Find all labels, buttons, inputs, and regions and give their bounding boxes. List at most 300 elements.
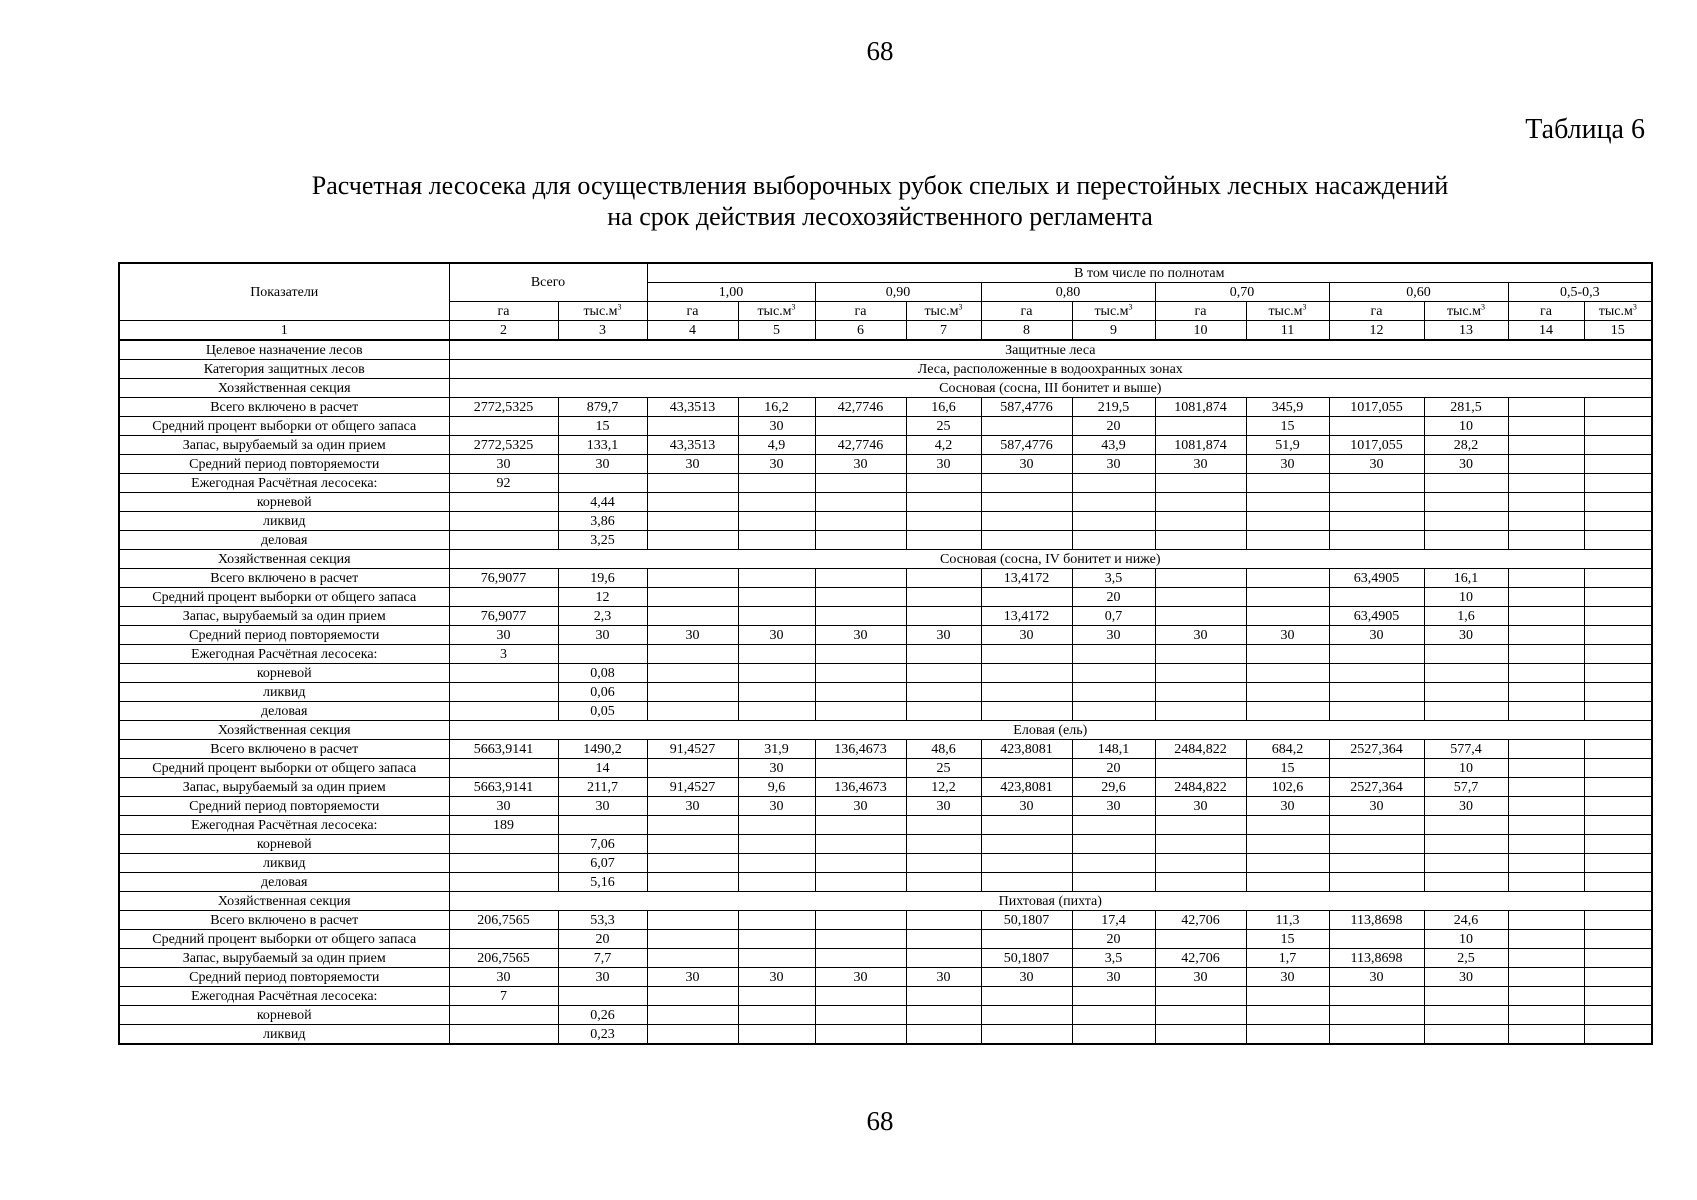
table-cell — [1584, 873, 1652, 892]
table-cell: 113,8698 — [1329, 911, 1424, 930]
unit-m3-superscript: 3 — [958, 301, 963, 311]
table-cell — [647, 702, 738, 721]
table-cell: 30 — [1329, 797, 1424, 816]
section-value: Сосновая (сосна, IV бонитет и ниже) — [449, 550, 1652, 569]
table-cell — [738, 531, 815, 550]
table-cell: 30 — [1072, 455, 1155, 474]
table-cell: 7 — [449, 987, 558, 1006]
table-cell: 30 — [1424, 626, 1508, 645]
table-cell: 30 — [1072, 968, 1155, 987]
table-cell — [981, 930, 1072, 949]
table-cell — [1155, 512, 1246, 531]
table-cell: 30 — [558, 968, 647, 987]
unit-m3-text: тыс.м — [757, 303, 792, 319]
table-cell: 20 — [1072, 930, 1155, 949]
table-cell — [449, 493, 558, 512]
column-number: 12 — [1329, 321, 1424, 341]
row-label: Всего включено в расчет — [119, 911, 449, 930]
table-cell: 30 — [1155, 968, 1246, 987]
table-cell — [1329, 645, 1424, 664]
table-cell — [1246, 816, 1329, 835]
table-cell — [738, 493, 815, 512]
table-cell — [449, 930, 558, 949]
table-cell: 20 — [1072, 759, 1155, 778]
table-cell: 0,05 — [558, 702, 647, 721]
unit-ha: га — [1329, 302, 1424, 321]
table-cell — [647, 645, 738, 664]
table-cell: 42,7746 — [815, 398, 906, 417]
table-cell — [647, 835, 738, 854]
table-cell — [1072, 1025, 1155, 1045]
table-cell — [647, 1025, 738, 1045]
unit-m3-text: тыс.м — [924, 303, 959, 319]
row-label: корневой — [119, 1006, 449, 1025]
table-cell: 30 — [1072, 797, 1155, 816]
table-cell — [906, 930, 981, 949]
header-indicators: Показатели — [119, 263, 449, 321]
table-cell — [1329, 1025, 1424, 1045]
table-cell — [906, 664, 981, 683]
table-cell — [981, 702, 1072, 721]
unit-m3-superscript: 3 — [617, 301, 622, 311]
table-cell — [1155, 531, 1246, 550]
table-cell — [1072, 531, 1155, 550]
table-cell — [1584, 569, 1652, 588]
table-cell: 211,7 — [558, 778, 647, 797]
row-label: Категория защитных лесов — [119, 360, 449, 379]
column-number: 3 — [558, 321, 647, 341]
row-label: корневой — [119, 493, 449, 512]
table-cell — [815, 854, 906, 873]
table-cell — [1508, 569, 1584, 588]
table-cell — [1329, 835, 1424, 854]
table-cell: 11,3 — [1246, 911, 1329, 930]
table-cell — [981, 417, 1072, 436]
table-cell — [449, 835, 558, 854]
table-cell — [1508, 455, 1584, 474]
table-cell — [1424, 664, 1508, 683]
table-row — [119, 626, 1652, 645]
table-cell: 63,4905 — [1329, 569, 1424, 588]
header-density: 0,80 — [981, 283, 1155, 302]
table-cell: 1081,874 — [1155, 398, 1246, 417]
unit-m3-text: тыс.м — [1268, 303, 1303, 319]
table-cell — [449, 664, 558, 683]
table-cell — [1508, 740, 1584, 759]
table-cell: 15 — [1246, 930, 1329, 949]
table-cell — [1246, 607, 1329, 626]
table-cell — [981, 873, 1072, 892]
table-cell — [981, 835, 1072, 854]
table-cell — [1072, 987, 1155, 1006]
row-label: ликвид — [119, 1025, 449, 1045]
table-cell: 1490,2 — [558, 740, 647, 759]
table-cell: 15 — [558, 417, 647, 436]
table-cell: 30 — [1329, 455, 1424, 474]
table-row — [119, 968, 1652, 987]
table-cell: 7,06 — [558, 835, 647, 854]
table-cell — [647, 911, 738, 930]
table-cell: 30 — [647, 626, 738, 645]
table-cell — [815, 1006, 906, 1025]
table-cell — [1329, 930, 1424, 949]
table-cell — [738, 1006, 815, 1025]
table-cell: 42,706 — [1155, 911, 1246, 930]
table-cell — [981, 759, 1072, 778]
table-cell: 30 — [906, 968, 981, 987]
unit-thousand-m3 — [1584, 302, 1652, 321]
cutting-area-table — [118, 262, 1653, 1045]
table-cell — [1155, 569, 1246, 588]
table-cell — [1508, 607, 1584, 626]
table-cell — [1246, 1025, 1329, 1045]
table-cell: 20 — [1072, 417, 1155, 436]
column-number: 9 — [1072, 321, 1155, 341]
table-row — [119, 797, 1652, 816]
table-row — [119, 436, 1652, 455]
table-cell — [1508, 1006, 1584, 1025]
table-cell — [1329, 1006, 1424, 1025]
table-cell — [738, 949, 815, 968]
table-cell — [981, 645, 1072, 664]
table-cell: 12,2 — [906, 778, 981, 797]
table-cell — [815, 930, 906, 949]
table-cell: 30 — [738, 455, 815, 474]
table-row — [119, 740, 1652, 759]
table-cell — [1424, 854, 1508, 873]
table-cell — [1155, 474, 1246, 493]
table-cell — [1508, 493, 1584, 512]
table-cell — [1246, 702, 1329, 721]
table-cell — [1072, 493, 1155, 512]
table-cell: 1,7 — [1246, 949, 1329, 968]
table-cell: 30 — [738, 417, 815, 436]
table-row — [119, 987, 1652, 1006]
unit-m3-superscript: 3 — [1632, 301, 1637, 311]
table-cell — [738, 702, 815, 721]
table-cell — [449, 683, 558, 702]
table-row — [119, 949, 1652, 968]
table-row — [119, 398, 1652, 417]
table-cell — [1246, 512, 1329, 531]
table-row — [119, 702, 1652, 721]
table-cell — [1508, 512, 1584, 531]
table-cell — [1424, 816, 1508, 835]
table-cell: 0,06 — [558, 683, 647, 702]
table-cell — [815, 569, 906, 588]
table-cell: 577,4 — [1424, 740, 1508, 759]
table-cell: 30 — [906, 455, 981, 474]
table-row — [119, 1025, 1652, 1045]
table-cell — [1072, 1006, 1155, 1025]
table-cell — [815, 949, 906, 968]
row-label: Хозяйственная секция — [119, 892, 449, 911]
table-cell — [1508, 588, 1584, 607]
table-cell — [1155, 664, 1246, 683]
table-cell — [981, 588, 1072, 607]
table-cell: 91,4527 — [647, 740, 738, 759]
row-label: деловая — [119, 531, 449, 550]
unit-m3-superscript: 3 — [1128, 301, 1133, 311]
row-label: корневой — [119, 835, 449, 854]
table-cell: 24,6 — [1424, 911, 1508, 930]
table-cell — [1584, 949, 1652, 968]
table-cell — [981, 683, 1072, 702]
table-cell — [449, 417, 558, 436]
table-cell — [1584, 683, 1652, 702]
table-cell: 30 — [906, 626, 981, 645]
table-cell: 30 — [981, 797, 1072, 816]
table-cell: 3,25 — [558, 531, 647, 550]
table-cell — [1329, 512, 1424, 531]
table-cell — [738, 911, 815, 930]
table-cell — [1072, 854, 1155, 873]
table-cell — [1584, 474, 1652, 493]
table-row — [119, 778, 1652, 797]
table-cell — [1246, 474, 1329, 493]
table-cell — [1584, 588, 1652, 607]
table-cell — [1155, 816, 1246, 835]
table-cell — [1584, 417, 1652, 436]
table-cell — [1584, 398, 1652, 417]
table-cell: 20 — [558, 930, 647, 949]
table-cell: 2484,822 — [1155, 778, 1246, 797]
table-cell — [815, 816, 906, 835]
table-cell — [1508, 816, 1584, 835]
table-cell: 1,6 — [1424, 607, 1508, 626]
table-cell — [738, 873, 815, 892]
table-cell: 102,6 — [1246, 778, 1329, 797]
table-cell — [815, 645, 906, 664]
table-cell — [906, 816, 981, 835]
table-cell — [1246, 835, 1329, 854]
table-cell — [647, 588, 738, 607]
table-cell: 587,4776 — [981, 398, 1072, 417]
table-cell: 30 — [738, 759, 815, 778]
table-cell — [1508, 968, 1584, 987]
table-cell — [906, 569, 981, 588]
row-label: Целевое назначение лесов — [119, 340, 449, 360]
table-cell — [1584, 778, 1652, 797]
table-cell — [906, 987, 981, 1006]
table-cell — [1584, 436, 1652, 455]
table-cell — [449, 702, 558, 721]
column-number: 1 — [119, 321, 449, 341]
table-cell — [1246, 645, 1329, 664]
table-cell: 20 — [1072, 588, 1155, 607]
table-cell — [815, 607, 906, 626]
table-cell: 50,1807 — [981, 911, 1072, 930]
table-cell: 10 — [1424, 759, 1508, 778]
table-cell — [1155, 835, 1246, 854]
table-cell: 50,1807 — [981, 949, 1072, 968]
header-total: Всего — [449, 263, 647, 302]
table-cell — [906, 493, 981, 512]
table-cell — [1584, 702, 1652, 721]
table-cell — [981, 474, 1072, 493]
table-cell: 25 — [906, 759, 981, 778]
table-cell — [906, 645, 981, 664]
table-cell — [1584, 968, 1652, 987]
table-cell: 2527,364 — [1329, 778, 1424, 797]
unit-m3-superscript: 3 — [791, 301, 796, 311]
table-cell: 31,9 — [738, 740, 815, 759]
table-cell — [815, 911, 906, 930]
table-cell: 28,2 — [1424, 436, 1508, 455]
row-label: деловая — [119, 702, 449, 721]
row-label: Всего включено в расчет — [119, 569, 449, 588]
table-cell: 30 — [906, 797, 981, 816]
table-cell — [981, 1025, 1072, 1045]
table-cell — [1155, 930, 1246, 949]
table-cell — [1155, 873, 1246, 892]
unit-m3-superscript: 3 — [1481, 301, 1486, 311]
table-cell — [558, 474, 647, 493]
header-density: 0,60 — [1329, 283, 1508, 302]
table-cell: 16,6 — [906, 398, 981, 417]
table-cell — [1508, 911, 1584, 930]
table-row — [119, 569, 1652, 588]
table-cell: 30 — [647, 797, 738, 816]
table-cell — [558, 645, 647, 664]
table-cell — [1584, 854, 1652, 873]
table-cell — [647, 930, 738, 949]
table-cell — [558, 987, 647, 1006]
table-cell: 30 — [558, 455, 647, 474]
table-cell: 12 — [558, 588, 647, 607]
table-cell: 0,23 — [558, 1025, 647, 1045]
table-cell: 1081,874 — [1155, 436, 1246, 455]
table-cell: 281,5 — [1424, 398, 1508, 417]
table-row — [119, 930, 1652, 949]
unit-ha: га — [1508, 302, 1584, 321]
column-number: 15 — [1584, 321, 1652, 341]
table-row — [119, 645, 1652, 664]
table-cell — [906, 588, 981, 607]
table-cell — [738, 512, 815, 531]
table-cell — [1072, 835, 1155, 854]
table-cell — [738, 816, 815, 835]
table-row — [119, 854, 1652, 873]
table-cell: 43,3513 — [647, 398, 738, 417]
column-number: 6 — [815, 321, 906, 341]
table-cell: 63,4905 — [1329, 607, 1424, 626]
table-cell — [1072, 683, 1155, 702]
table-cell — [1072, 816, 1155, 835]
unit-thousand-m3 — [738, 302, 815, 321]
table-cell: 30 — [1424, 455, 1508, 474]
column-number: 4 — [647, 321, 738, 341]
table-cell — [1246, 987, 1329, 1006]
table-cell: 879,7 — [558, 398, 647, 417]
section-value: Еловая (ель) — [449, 721, 1652, 740]
table-cell — [1424, 512, 1508, 531]
table-cell — [558, 816, 647, 835]
table-cell — [1246, 493, 1329, 512]
table-cell — [738, 854, 815, 873]
table-cell — [647, 1006, 738, 1025]
table-cell — [1329, 816, 1424, 835]
table-cell — [1508, 683, 1584, 702]
table-cell — [1329, 474, 1424, 493]
column-number: 8 — [981, 321, 1072, 341]
table-cell — [647, 683, 738, 702]
table-cell: 3,5 — [1072, 569, 1155, 588]
table-cell — [1155, 607, 1246, 626]
row-label: Хозяйственная секция — [119, 550, 449, 569]
table-cell: 30 — [1329, 968, 1424, 987]
unit-ha: га — [1155, 302, 1246, 321]
table-cell: 13,4172 — [981, 569, 1072, 588]
document-title — [170, 170, 1590, 232]
table-cell — [1424, 1006, 1508, 1025]
table-cell: 30 — [1246, 797, 1329, 816]
table-cell — [449, 512, 558, 531]
table-cell — [1155, 702, 1246, 721]
table-cell: 30 — [1246, 455, 1329, 474]
table-cell — [1155, 645, 1246, 664]
section-value: Защитные леса — [449, 340, 1652, 360]
table-row — [119, 455, 1652, 474]
table-cell — [815, 759, 906, 778]
table-cell — [647, 474, 738, 493]
table-cell — [1508, 930, 1584, 949]
table-cell — [981, 493, 1072, 512]
table-cell: 3 — [449, 645, 558, 664]
unit-thousand-m3 — [1072, 302, 1155, 321]
section-row — [119, 550, 1652, 569]
table-cell: 30 — [1155, 797, 1246, 816]
table-cell: 17,4 — [1072, 911, 1155, 930]
table-cell — [1424, 531, 1508, 550]
table-cell — [1155, 987, 1246, 1006]
table-cell — [1508, 1025, 1584, 1045]
table-cell — [906, 607, 981, 626]
table-cell — [1508, 797, 1584, 816]
table-cell — [1584, 1006, 1652, 1025]
table-cell — [449, 873, 558, 892]
table-cell: 148,1 — [1072, 740, 1155, 759]
table-cell — [1424, 493, 1508, 512]
table-cell — [1329, 588, 1424, 607]
table-cell: 30 — [449, 797, 558, 816]
table-cell — [1424, 702, 1508, 721]
table-cell — [449, 531, 558, 550]
table-cell — [906, 474, 981, 493]
row-label: Запас, вырубаемый за один прием — [119, 778, 449, 797]
table-cell — [647, 493, 738, 512]
table-cell: 10 — [1424, 588, 1508, 607]
table-cell: 6,07 — [558, 854, 647, 873]
table-cell — [1508, 398, 1584, 417]
table-cell — [1584, 816, 1652, 835]
table-cell: 42,7746 — [815, 436, 906, 455]
table-cell: 30 — [815, 797, 906, 816]
row-label: Ежегодная Расчётная лесосека: — [119, 816, 449, 835]
unit-ha: га — [647, 302, 738, 321]
table-cell — [906, 854, 981, 873]
table-cell — [1584, 493, 1652, 512]
table-cell — [906, 835, 981, 854]
row-label: Средний период повторяемости — [119, 626, 449, 645]
table-cell — [647, 949, 738, 968]
row-label: Хозяйственная секция — [119, 721, 449, 740]
table-cell: 76,9077 — [449, 607, 558, 626]
table-cell: 0,08 — [558, 664, 647, 683]
table-cell — [1329, 664, 1424, 683]
table-cell — [738, 569, 815, 588]
table-cell — [1584, 645, 1652, 664]
